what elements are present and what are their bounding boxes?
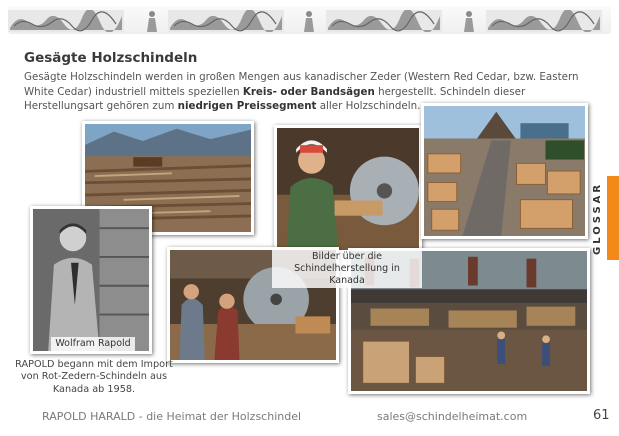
portrait-caption: Wolfram Rapold (51, 337, 135, 351)
photo-sawmill-yard (421, 103, 588, 239)
header-banner (8, 6, 611, 34)
footer-email-link[interactable]: sales@schindelheimat.com (377, 410, 528, 423)
carved-figure-icon (460, 9, 478, 33)
import-note: RAPOLD begann mit dem Import von Rot-Zedern-Schindeln aus Kanada ab 1958. (15, 359, 173, 395)
intro-paragraph: Gesägte Holzschindeln werden in großen Mengen aus kanadischer Zeder (Western Red Cedar, bzw. Eastern White Cedar) industriell mittels speziellen Kreis- oder Bandsägen hergestellt. Schindeln dieser Herstellungsart gehören zum niedrigen Preissegment aller Holzschindeln. (24, 71, 579, 113)
gallery-caption: Bilder über die Schindelherstellung in Kanada (272, 250, 422, 288)
carved-figure-icon (300, 9, 318, 33)
photo-sawyer (274, 125, 422, 253)
carved-relief-frieze-icon (486, 10, 602, 32)
photo-portrait (30, 206, 152, 354)
glossar-label[interactable]: GLOSSAR (592, 181, 603, 255)
page-number: 61 (593, 408, 610, 423)
footer-brand: RAPOLD HARALD - die Heimat der Holzschindel (42, 410, 302, 423)
carved-relief-frieze-icon (326, 10, 442, 32)
carved-relief-frieze-icon (168, 10, 284, 32)
page-title: Gesägte Holzschindeln (24, 50, 198, 66)
carved-relief-frieze-icon (8, 10, 124, 32)
glossar-tab[interactable] (607, 176, 619, 260)
carved-figure-icon (143, 9, 161, 33)
